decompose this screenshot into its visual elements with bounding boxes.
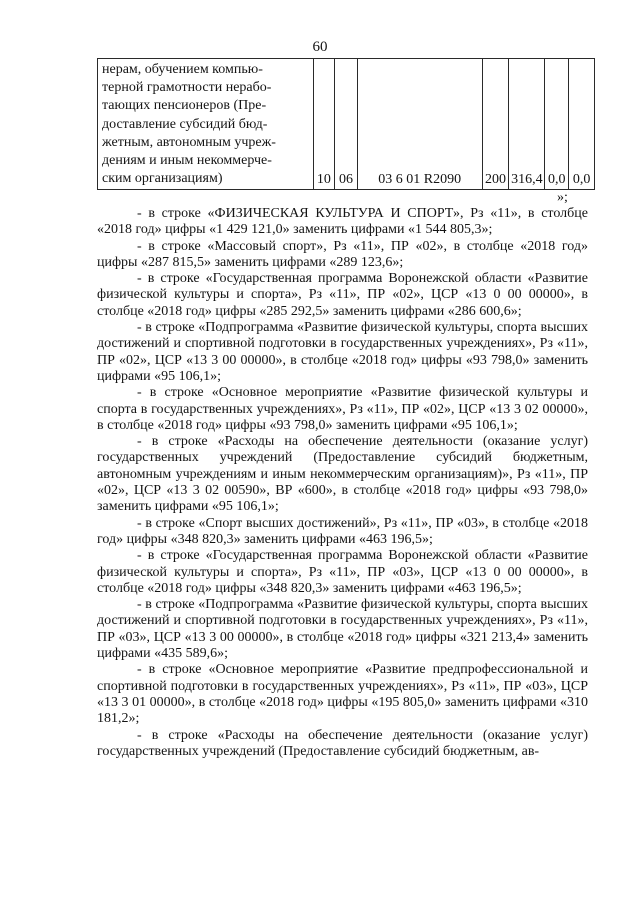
rz-cell: 10	[313, 59, 335, 190]
budget-table	[97, 58, 595, 190]
amendment-paragraph: - в строке «Расходы на обеспечение деятельности (оказание услуг) государственных учреждений (Предоставление субсидий бюджетным, ав-	[97, 727, 588, 759]
table-row	[98, 59, 595, 190]
value-cell-b: 0,0	[569, 59, 595, 190]
amendment-paragraph: - в строке «Основное мероприятие «Развитие предпрофессиональной и спортивной подготовки в государственных учреждениях», Рз «11», ПР «03», ЦСР «13 3 01 00000», в столбце «2018 год» цифры «195 805,0» заменить цифрами «310 181,2»;	[97, 662, 588, 727]
expense-name-line: нерам, обучением компью-	[102, 62, 263, 77]
amendment-paragraph: - в строке «Государственная программа Воронежской области «Развитие физической культуры и спорта», Рз «11», ПР «03», ЦСР «13 0 00 00000», в столбце «2018 год» цифры «348 820,3» заменить цифрами «463 196,5»;	[97, 548, 588, 596]
sum-cell: 316,4	[509, 59, 545, 190]
expense-name-line: тающих пенсионеров (Пре-	[102, 98, 267, 114]
expense-name-line: доставление субсидий бюд-	[102, 116, 268, 132]
expense-name-line: дениям и иным некоммерче-	[102, 153, 272, 169]
value-cell-a: 0,0	[545, 59, 569, 190]
expense-name-cell	[98, 59, 314, 190]
amendment-text	[97, 206, 588, 760]
amendment-paragraph: - в строке «Государственная программа Воронежской области «Развитие физической культуры и спорта», Рз «11», ПР «02», ЦСР «13 0 00 00000», в столбце «2018 год» цифры «285 292,5» заменить цифрами «286 600,6»;	[97, 271, 588, 319]
amendment-paragraph: - в строке «Массовый спорт», Рз «11», ПР «02», в столбце «2018 год» цифры «287 815,5» заменить цифрами «289 123,6»;	[97, 238, 588, 270]
pr-cell: 06	[335, 59, 358, 190]
page-number: 60	[312, 39, 328, 55]
amendment-paragraph: - в строке «Подпрограмма «Развитие физической культуры, спорта высших достижений и спортивной подготовки в государственных учреждениях», Рз «11», ПР «03», ЦСР «13 3 00 00000», в столбце «2018 год» цифры «321 213,4» заменить цифрами «435 589,6»;	[97, 597, 588, 662]
closing-quote-mark: »;	[557, 190, 568, 205]
amendment-paragraph: - в строке «Расходы на обеспечение деятельности (оказание услуг) государственных учреждений (Предоставление субсидий бюджетным, автономным учреждениям и иным некоммерческим организациям)», Рз «11», ПР «02», ЦСР «13 3 02 00590», ВР «600», в столбце «2018 год» цифры «93 798,0» заменить цифрами «95 106,1»;	[97, 434, 588, 515]
expense-name-line: жетным, автономным учреж-	[102, 134, 276, 150]
expense-name-line: терной грамотности нерабо-	[102, 80, 272, 96]
amendment-paragraph: - в строке «Подпрограмма «Развитие физической культуры, спорта высших достижений и спортивной подготовки в государственных учреждениях», Рз «11», ПР «02», ЦСР «13 3 00 00000», в столбце «2018 год» цифры «93 798,0» заменить цифрами «95 106,1»;	[97, 320, 588, 384]
amendment-paragraph: - в строке «Основное мероприятие «Развитие физической культуры и спорта в государственных учреждениях», Рз «11», ПР «02», ЦСР «13 3 02 00000», в столбце «2018 год» цифры «93 798,0» заменить цифрами «95 106,1»;	[97, 385, 588, 433]
vr-cell: 200	[482, 59, 509, 190]
csr-cell: 03 6 01 R2090	[357, 59, 482, 190]
amendment-paragraph: - в строке «Спорт высших достижений», Рз «11», ПР «03», в столбце «2018 год» цифры «348 820,3» заменить цифрами «463 196,5»;	[97, 515, 588, 547]
amendment-paragraph: - в строке «ФИЗИЧЕСКАЯ КУЛЬТУРА И СПОРТ», Рз «11», в столбце «2018 год» цифры «1 429 121,0» заменить цифрами «1 544 805,3»;	[97, 206, 588, 238]
expense-name-line: ским организациям)	[102, 171, 223, 187]
